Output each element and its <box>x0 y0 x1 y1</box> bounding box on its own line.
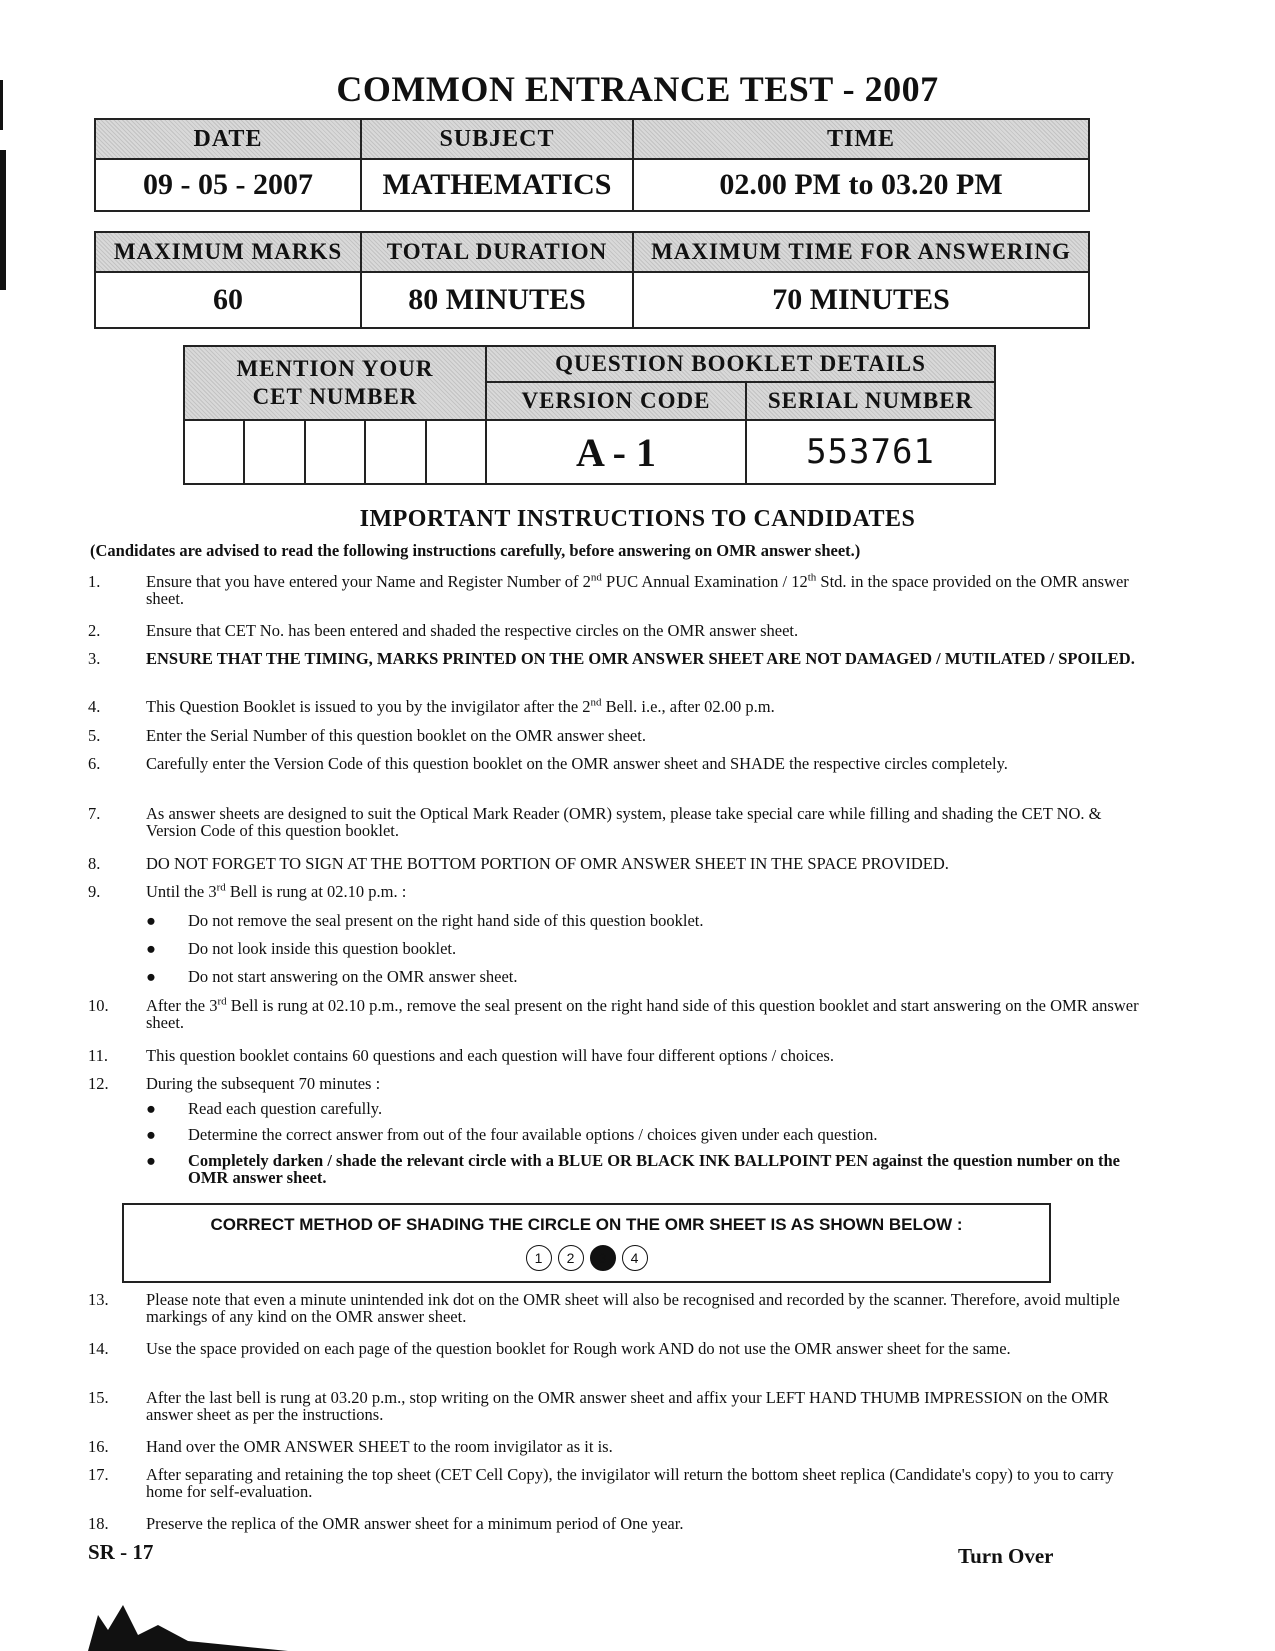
item-text: Carefully enter the Version Code of this question booklet on the OMR answer sheet and SHADE the respective circles completely. <box>146 754 1008 773</box>
page-title: COMMON ENTRANCE TEST - 2007 <box>336 69 939 109</box>
turn-over-label: Turn Over <box>958 1544 1054 1568</box>
item-text-part: Bell is rung at 02.10 p.m. : <box>225 882 407 901</box>
serial-number-value: 553761 <box>746 420 995 484</box>
item-sup: rd <box>217 995 227 1008</box>
item-number: 17. <box>88 1465 109 1484</box>
item-text: Preserve the replica of the OMR answer sheet for a minimum period of One year. <box>146 1514 684 1533</box>
total-duration-header: TOTAL DURATION <box>361 232 633 272</box>
bullet-text: Do not start answering on the OMR answer sheet. <box>188 967 518 986</box>
serial-number-header: SERIAL NUMBER <box>746 382 995 420</box>
cet-digit-box[interactable] <box>427 421 485 483</box>
item-text <box>146 997 1141 1031</box>
bullet-text: Read each question carefully. <box>188 1099 383 1118</box>
item-text: Hand over the OMR ANSWER SHEET to the room invigilator as it is. <box>146 1437 613 1456</box>
item-number: 10. <box>88 996 109 1015</box>
bullet-text: Determine the correct answer from out of the four available options / choices given under each question. <box>188 1125 878 1144</box>
item-text: ENSURE THAT THE TIMING, MARKS PRINTED ON THE OMR ANSWER SHEET ARE NOT DAMAGED / MUTILATED / SPOILED. <box>146 649 1135 668</box>
item-text: This question booklet contains 60 questions and each question will have four different options / choices. <box>146 1046 834 1065</box>
item-number: 2. <box>88 621 101 640</box>
bullet-icon: ● <box>146 1151 156 1170</box>
item-text-part: This Question Booklet is issued to you by the invigilator after the 2 <box>146 697 591 716</box>
item-number: 3. <box>88 649 101 668</box>
bullet-icon: ● <box>146 1125 156 1144</box>
item-text: Use the space provided on each page of the question booklet for Rough work AND do not use the OMR answer sheet for the same. <box>146 1339 1011 1358</box>
version-code-value: A - 1 <box>486 420 746 484</box>
cet-digit-box[interactable] <box>245 421 305 483</box>
bullet-text: Do not look inside this question booklet. <box>188 939 457 958</box>
exam-info-table <box>94 118 1090 212</box>
marks-info-table <box>94 231 1090 329</box>
item-number: 1. <box>88 572 101 591</box>
version-code-header: VERSION CODE <box>486 382 746 420</box>
item-text-part: PUC Annual Examination / 12 <box>601 572 808 591</box>
cet-label-line2: CET NUMBER <box>252 384 418 409</box>
max-marks-value: 60 <box>95 272 361 328</box>
item-text: Please note that even a minute unintended ink dot on the OMR sheet will also be recognised and recorded by the scanner. Therefore, avoid multiple markings of any kind on the OMR answer sheet. <box>146 1290 1120 1326</box>
shading-circles <box>124 1245 1049 1271</box>
cet-number-boxes[interactable] <box>184 420 486 484</box>
shading-example-title: CORRECT METHOD OF SHADING THE CIRCLE ON THE OMR SHEET IS AS SHOWN BELOW : <box>210 1215 963 1234</box>
date-value: 09 - 05 - 2007 <box>95 159 361 211</box>
subject-value: MATHEMATICS <box>361 159 633 211</box>
item-number: 14. <box>88 1339 109 1358</box>
shading-example-box <box>122 1203 1051 1283</box>
bullet-icon: ● <box>146 911 156 930</box>
item-number: 13. <box>88 1290 109 1309</box>
page-code: SR - 17 <box>88 1540 154 1564</box>
item-sup: nd <box>590 696 602 709</box>
booklet-details-header: QUESTION BOOKLET DETAILS <box>486 346 995 382</box>
subject-header: SUBJECT <box>361 119 633 159</box>
time-header: TIME <box>633 119 1089 159</box>
item-number: 5. <box>88 726 101 745</box>
item-text-part: Bell. i.e., after 02.00 p.m. <box>601 697 775 716</box>
bullet-text: Completely darken / shade the relevant circle with a BLUE OR BLACK INK BALLPOINT PEN against the question number on the OMR answer sheet. <box>188 1151 1121 1187</box>
item-text: After separating and retaining the top sheet (CET Cell Copy), the invigilator will return the bottom sheet replica (Candidate's copy) to you to carry home for self-evaluation. <box>146 1465 1114 1501</box>
item-number: 9. <box>88 882 101 901</box>
item-text: After the last bell is rung at 03.20 p.m., stop writing on the OMR answer sheet and affix your LEFT HAND THUMB IMPRESSION on the OMR answer sheet as per the instructions. <box>146 1388 1109 1424</box>
omr-circle-4: 4 <box>622 1245 648 1271</box>
item-number: 8. <box>88 854 101 873</box>
item-sup: rd <box>216 881 226 894</box>
item-number: 11. <box>88 1046 109 1065</box>
item-text-part: After the 3 <box>146 996 218 1015</box>
item-text: Enter the Serial Number of this question booklet on the OMR answer sheet. <box>146 726 646 745</box>
item-text: During the subsequent 70 minutes : <box>146 1074 381 1093</box>
max-marks-header: MAXIMUM MARKS <box>95 232 361 272</box>
date-header: DATE <box>95 119 361 159</box>
item-number: 7. <box>88 804 101 823</box>
item-text <box>146 698 1141 715</box>
item-text <box>146 573 1141 607</box>
bullet-text: Do not remove the seal present on the right hand side of this question booklet. <box>188 911 704 930</box>
item-sup: th <box>807 571 817 584</box>
bullet-icon: ● <box>146 939 156 958</box>
item-number: 6. <box>88 754 101 773</box>
bullet-icon: ● <box>146 1099 156 1118</box>
instructions-title: IMPORTANT INSTRUCTIONS TO CANDIDATES <box>359 506 916 532</box>
item-text: As answer sheets are designed to suit the Optical Mark Reader (OMR) system, please take special care while filling and shading the CET NO. & Version Code of this question booklet. <box>146 804 1102 840</box>
bullet-icon: ● <box>146 967 156 986</box>
max-time-header: MAXIMUM TIME FOR ANSWERING <box>633 232 1089 272</box>
max-time-value: 70 MINUTES <box>633 272 1089 328</box>
item-text: Ensure that CET No. has been entered and shaded the respective circles on the OMR answer sheet. <box>146 621 799 640</box>
cet-digit-box[interactable] <box>366 421 426 483</box>
omr-circle-2: 2 <box>558 1245 584 1271</box>
item-text-part: Until the 3 <box>146 882 217 901</box>
scan-edge-mark <box>0 150 6 290</box>
scan-corner-damage <box>88 1575 288 1651</box>
item-text: DO NOT FORGET TO SIGN AT THE BOTTOM PORTION OF OMR ANSWER SHEET IN THE SPACE PROVIDED. <box>146 854 949 873</box>
total-duration-value: 80 MINUTES <box>361 272 633 328</box>
time-value: 02.00 PM to 03.20 PM <box>633 159 1089 211</box>
item-text <box>146 883 1141 900</box>
cet-label-line1: MENTION YOUR <box>236 356 434 381</box>
item-number: 4. <box>88 697 101 716</box>
item-text-part: Bell is rung at 02.10 p.m., remove the seal present on the right hand side of this question booklet and start answering on the OMR answer sheet. <box>146 996 1139 1032</box>
instructions-subtitle: (Candidates are advised to read the following instructions carefully, before answering on OMR answer sheet.) <box>90 541 861 560</box>
item-sup: nd <box>590 571 602 584</box>
cet-digit-box[interactable] <box>306 421 366 483</box>
cet-number-label <box>184 346 486 420</box>
item-text-part: Std. in the space provided on the OMR answer sheet. <box>146 572 1129 608</box>
item-number: 12. <box>88 1074 109 1093</box>
item-number: 18. <box>88 1514 109 1533</box>
cet-digit-box[interactable] <box>185 421 245 483</box>
item-text-part: Ensure that you have entered your Name and Register Number of 2 <box>146 572 591 591</box>
item-number: 15. <box>88 1388 109 1407</box>
item-number: 16. <box>88 1437 109 1456</box>
booklet-details-table <box>183 345 996 485</box>
omr-circle-3-filled: 3 <box>590 1245 616 1271</box>
omr-circle-1: 1 <box>526 1245 552 1271</box>
